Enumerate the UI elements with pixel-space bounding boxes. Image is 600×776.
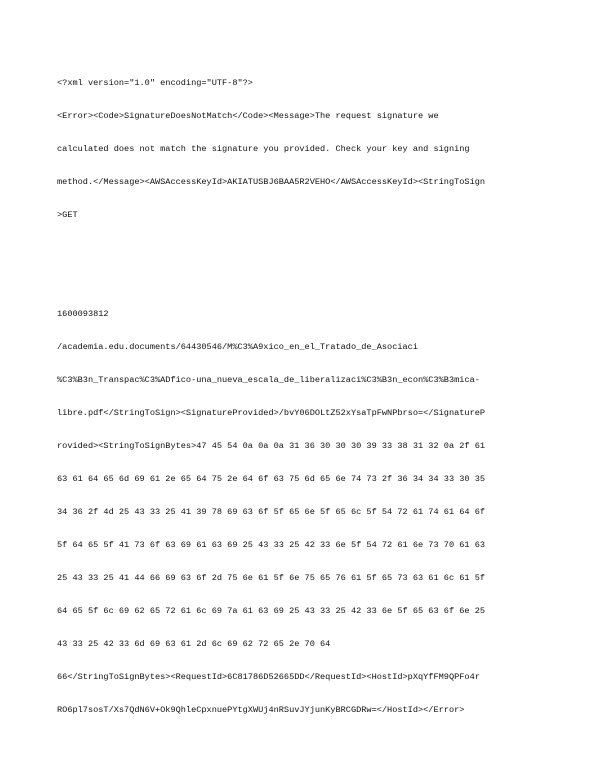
string-to-sign-bytes-line: 63 61 64 65 6d 69 61 2e 65 64 75 2e 64 6f 63 75 6d 65 6e 74 73 2f 36 34 34 33 30 35: [57, 474, 486, 484]
access-key-line: method.</Message><AWSAccessKeyId>AKIATUSBJ6BAA5R2VEHO</AWSAccessKeyId><StringToSign: [57, 177, 486, 187]
string-to-sign-bytes-line: 34 36 2f 4d 25 43 33 25 41 39 78 69 63 6f 5f 65 6e 5f 65 6c 5f 54 72 61 74 61 64 6f: [57, 507, 486, 517]
string-to-sign-bytes-line: 64 65 5f 6c 69 62 65 72 61 6c 69 7a 61 63 69 25 43 33 25 42 33 6e 5f 65 63 6f 6e 25: [57, 606, 486, 616]
host-id-line: RO6pl7sosT/Xs7QdN6V+Ok9QhleCpxnuePYtgXWUj4nRSuvJYjunKyBRCGDRw=</HostId></Error>: [57, 705, 465, 715]
string-to-sign-bytes-line: 25 43 33 25 41 44 66 69 63 6f 2d 75 6e 61 5f 6e 75 65 76 61 5f 65 73 63 61 6c 61 5f: [57, 573, 486, 583]
error-code-line: <Error><Code>SignatureDoesNotMatch</Code><Message>The request signature we: [57, 111, 439, 121]
error-message-line: calculated does not match the signature you provided. Check your key and signing: [57, 144, 470, 154]
string-to-sign-bytes-line: rovided><StringToSignBytes>47 45 54 0a 0a 0a 31 36 30 30 30 39 33 38 31 32 0a 2f 61: [57, 441, 486, 451]
timestamp-line: 1600093812: [57, 309, 109, 319]
blank-line: [57, 276, 552, 287]
blank-line: [57, 243, 552, 254]
string-to-sign-bytes-line: 5f 64 65 5f 41 73 6f 63 69 61 63 69 25 43 33 25 42 33 6e 5f 54 72 61 6e 73 70 61 63: [57, 540, 486, 550]
signature-provided-line: libre.pdf</StringToSign><SignatureProvided>/bvY06DOLtZ52xYsaTpFwNPbrso=</SignatureP: [57, 408, 486, 418]
resource-path-line: %C3%B3n_Transpac%C3%ADfico-una_nueva_escala_de_liberalizaci%C3%B3n_econ%C3%B3mica-: [57, 375, 480, 385]
resource-path-line: /academia.edu.documents/64430546/M%C3%A9xico_en_el_Tratado_de_Asociaci: [57, 342, 418, 352]
string-to-sign-bytes-line: 43 33 25 42 33 6d 69 63 61 2d 6c 69 62 72 65 2e 70 64: [57, 639, 331, 649]
xml-error-response: [57, 56, 552, 738]
xml-declaration-line: <?xml version="1.0" encoding="UTF-8"?>: [57, 78, 253, 88]
request-id-line: 66</StringToSignBytes><RequestId>6C81786D52665DD</RequestId><HostId>pXqYfFM9QPFo4r: [57, 672, 480, 682]
string-to-sign-method-line: >GET: [57, 210, 78, 220]
